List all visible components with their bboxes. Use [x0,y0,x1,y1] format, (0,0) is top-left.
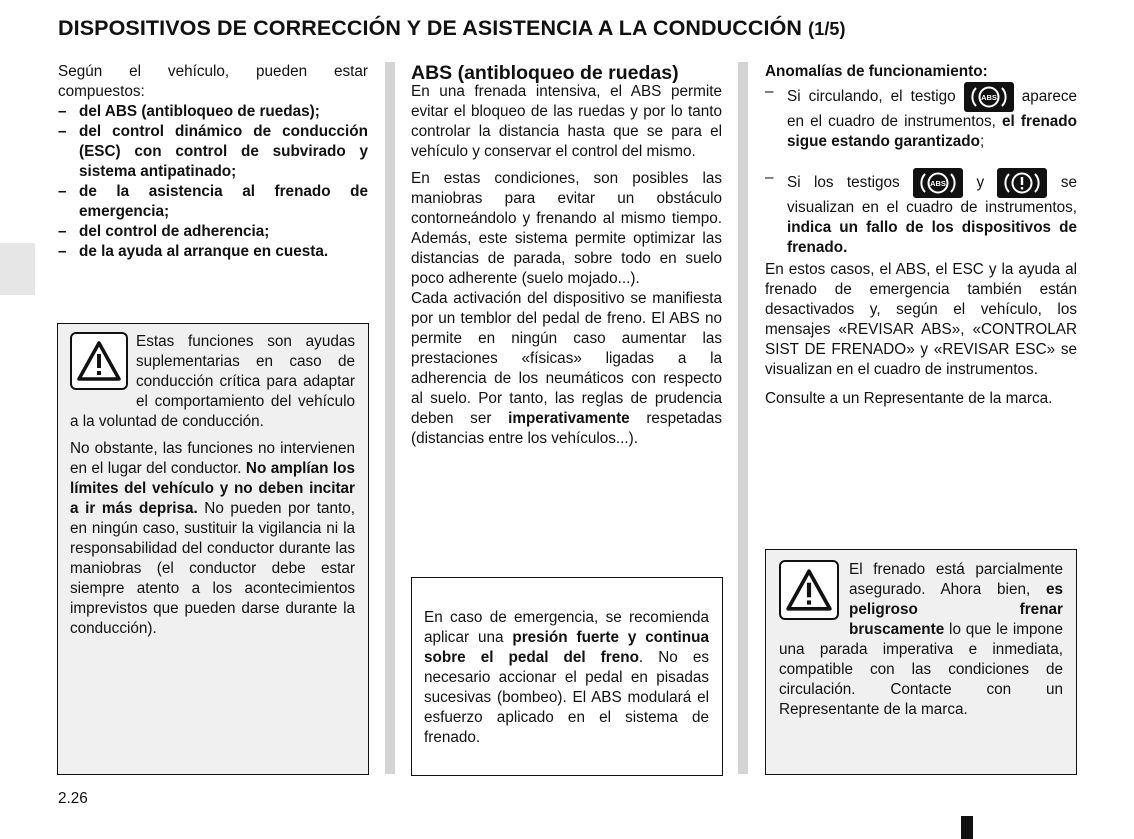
anomalies-list [765,82,1077,258]
paragraph: En estos casos, el ABS, el ESC y la ayuda al frenado de emergencia también están desactivados y, según el vehículo, los mensajes «REVISAR ABS», «CONTROLAR SIST DE FRENADO» y «REVISAR ESC» se visualizan en el cuadro de instrumentos. [765,261,1077,378]
column-2 [411,62,722,449]
page-number: 2.26 [58,790,88,807]
list-item: – del ABS (antibloqueo de ruedas); [58,102,368,122]
info-box [411,577,723,776]
anomalies-heading: Anomalías de funcionamiento: [765,63,988,80]
warning-triangle-icon [779,560,839,620]
page-title [58,16,846,41]
column-3 [765,62,1077,409]
abs-warning-icon [964,82,1014,112]
column-1 [58,62,368,262]
list-item: – del control dinámico de conducción (ESC) con control de subvirado y sistema antipatinado; [58,122,368,182]
list-item: – del control de adherencia; [58,222,368,242]
warning-box [57,323,369,775]
warning-text-1: Estas funciones son ayudas suplementarias en caso de conducción crítica para adaptar el comportamiento del vehículo a la voluntad de conducción. [70,333,355,430]
list-item: – Si circulando, el testigo ABS aparece en el cuadro de instrumentos, el frenado sigue estando garantizado; [765,82,1077,152]
list-item: – Si los testigos ABS y se visualizan en el cuadro de instrumentos, indica un fallo de los dispositivos de frenado. [765,168,1077,258]
page-indicator: (1/5) [808,19,846,39]
warning-text: El frenado está parcialmente asegurado. Ahora bien, es peligroso frenar bruscamente lo que le impone una parada imperativa e inmediata, compatible con las condiciones de circulación. Contacte con un Representante de la marca. [779,561,1064,718]
warning-triangle-icon [70,332,128,390]
paragraph: Cada activación del dispositivo se manifiesta por un temblor del pedal de freno. El ABS no permite en ningún caso aumentar las prestaciones «físicas» ligadas a la adherencia de los neumáticos con respecto al suelo. Por tanto, las reglas de prudencia deben ser imperativamente respetadas (distancias entre los vehículos...). [411,290,723,447]
column-divider [738,62,748,774]
intro-text: Según el vehículo, pueden estar compuestos: [58,63,368,100]
section-heading: ABS (antibloqueo de ruedas) [411,62,679,84]
paragraph: En una frenada intensiva, el ABS permite evitar el bloqueo de las ruedas y por lo tanto controlar la distancia hasta que se para el vehículo y conservar el control del mismo. [411,83,722,160]
title-text: DISPOSITIVOS DE CORRECCIÓN Y DE ASISTENCIA A LA CONDUCCIÓN [58,16,803,40]
page-marker [961,816,973,839]
brake-warning-icon [997,168,1047,198]
section-tab [0,243,35,295]
svg-text:ABS: ABS [930,179,946,188]
list-item: – de la asistencia al frenado de emergencia; [58,182,368,222]
list-item: – de la ayuda al arranque en cuesta. [58,242,368,262]
warning-box [765,549,1077,775]
column-divider [385,62,395,774]
warning-text-2: No obstante, las funciones no intervienen en el lugar del conductor. No amplían los límites del vehículo y no deben incitar a ir más deprisa. No pueden por tanto, en ningún caso, sustituir la vigilancia ni la responsabilidad del conductor durante las maniobras (el conductor debe estar siempre atento a los acontecimientos imprevistos que pueden darse durante la conducción). [70,440,356,637]
abs-warning-icon [913,168,963,198]
info-text: En caso de emergencia, se recomienda aplicar una presión fuerte y continua sobre el pedal del freno. No es necesario accionar el pedal en pisadas sucesivas (bombeo). El ABS modulará el esfuerzo aplicado en el sistema de frenado. [424,609,709,746]
paragraph: En estas condiciones, son posibles las maniobras para evitar un obstáculo contorneándolo y frenando al mismo tiempo. Además, este sistema permite optimizar las distancias de parada, sobre todo en suelo poco adherente (suelo mojado...). [411,170,722,287]
svg-text:ABS: ABS [980,93,997,102]
feature-list [58,102,368,262]
paragraph: Consulte a un Representante de la marca. [765,390,1053,407]
